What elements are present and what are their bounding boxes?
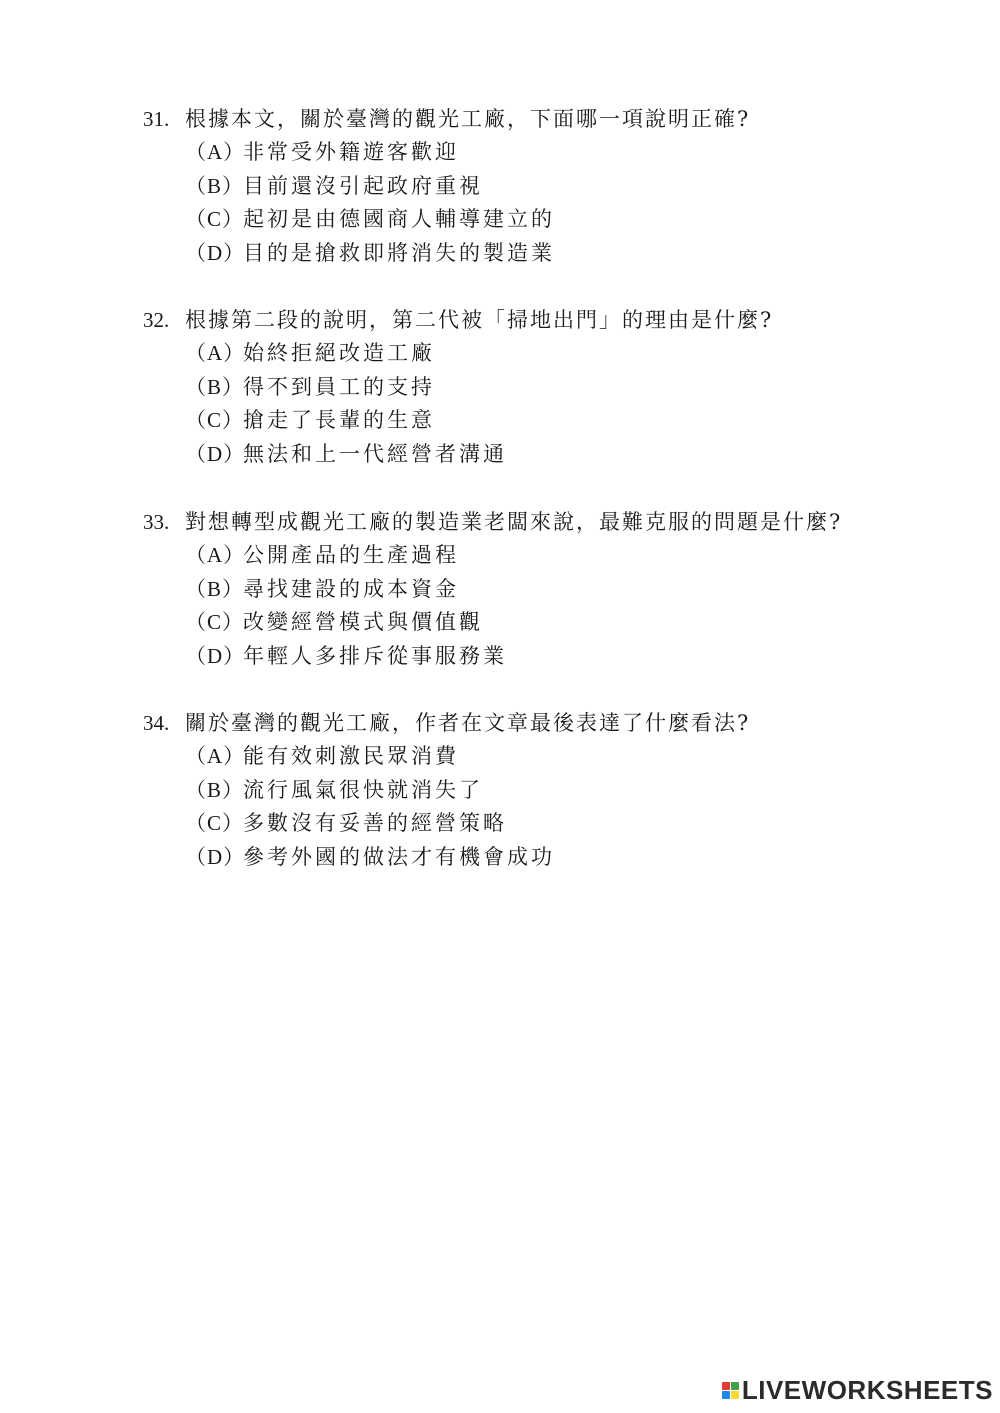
question-text: 關於臺灣的觀光工廠，作者在文章最後表達了什麼看法? (185, 711, 751, 735)
option-letter: （A） (185, 341, 246, 365)
option-text: 能有效刺激民眾消費 (243, 744, 459, 768)
option-b[interactable] (185, 371, 943, 405)
question-number: 31. (143, 107, 170, 131)
option-text: 公開產品的生產過程 (243, 543, 459, 567)
liveworksheets-logo-icon (722, 1379, 739, 1402)
option-letter: （A） (185, 744, 246, 768)
option-a[interactable] (185, 337, 943, 371)
option-letter: （B） (185, 777, 245, 802)
question-31 (143, 102, 943, 270)
option-letter: （C） (185, 610, 245, 634)
option-a[interactable] (185, 740, 943, 774)
question-number: 32. (143, 308, 170, 332)
answer-options (143, 539, 943, 673)
option-text: 起初是由德國商人輔導建立的 (243, 207, 555, 231)
option-text: 非常受外籍遊客歡迎 (243, 140, 459, 164)
question-33 (143, 505, 943, 673)
option-c[interactable] (185, 404, 943, 438)
option-b[interactable] (185, 774, 943, 808)
option-text: 改變經營模式與價值觀 (243, 610, 483, 634)
question-32 (143, 303, 943, 471)
option-a[interactable] (185, 539, 943, 573)
logo-square-yellow (731, 1391, 739, 1399)
option-b[interactable] (185, 573, 943, 607)
logo-square-red (722, 1382, 730, 1390)
option-c[interactable] (185, 203, 943, 237)
option-c[interactable] (185, 807, 943, 841)
option-text: 搶走了長輩的生意 (243, 408, 435, 432)
option-text: 始終拒絕改造工廠 (243, 341, 435, 365)
question-34 (143, 706, 943, 874)
question-stem (143, 303, 943, 337)
option-d[interactable] (185, 640, 943, 674)
question-number: 34. (143, 711, 170, 735)
option-text: 目的是搶救即將消失的製造業 (243, 240, 555, 265)
question-stem (143, 706, 943, 740)
option-d[interactable] (185, 237, 943, 271)
option-text: 年輕人多排斥從事服務業 (243, 643, 507, 668)
logo-text: LIVEWORKSHEETS (741, 1375, 993, 1405)
logo-square-green (731, 1382, 739, 1390)
option-letter: （B） (185, 374, 245, 399)
option-letter: （D） (185, 844, 246, 869)
liveworksheets-logo (722, 1375, 993, 1406)
logo-square-blue (722, 1391, 730, 1399)
option-d[interactable] (185, 841, 943, 875)
question-text: 對想轉型成觀光工廠的製造業老闆來說，最難克服的問題是什麼? (185, 510, 843, 534)
answer-options (143, 337, 943, 471)
option-letter: （C） (185, 408, 245, 432)
option-text: 參考外國的做法才有機會成功 (243, 844, 555, 869)
option-text: 無法和上一代經營者溝通 (243, 441, 507, 466)
option-letter: （D） (185, 240, 246, 265)
option-letter: （D） (185, 441, 246, 466)
question-stem (143, 505, 943, 539)
option-d[interactable] (185, 438, 943, 472)
option-text: 尋找建設的成本資金 (243, 576, 459, 601)
question-text: 根據第二段的說明，第二代被「掃地出門」的理由是什麼? (185, 308, 774, 332)
option-letter: （C） (185, 207, 245, 231)
option-c[interactable] (185, 606, 943, 640)
option-letter: （D） (185, 643, 246, 668)
option-letter: （A） (185, 543, 246, 567)
question-stem (143, 102, 943, 136)
answer-options (143, 136, 943, 270)
question-text: 根據本文，關於臺灣的觀光工廠，下面哪一項說明正確? (185, 107, 751, 131)
option-text: 多數沒有妥善的經營策略 (243, 811, 507, 835)
option-text: 流行風氣很快就消失了 (243, 777, 483, 802)
option-a[interactable] (185, 136, 943, 170)
option-letter: （A） (185, 140, 246, 164)
option-letter: （B） (185, 576, 245, 601)
option-letter: （C） (185, 811, 245, 835)
answer-options (143, 740, 943, 874)
option-b[interactable] (185, 170, 943, 204)
option-text: 目前還沒引起政府重視 (243, 173, 483, 198)
question-number: 33. (143, 510, 170, 534)
option-letter: （B） (185, 173, 245, 198)
option-text: 得不到員工的支持 (243, 374, 435, 399)
